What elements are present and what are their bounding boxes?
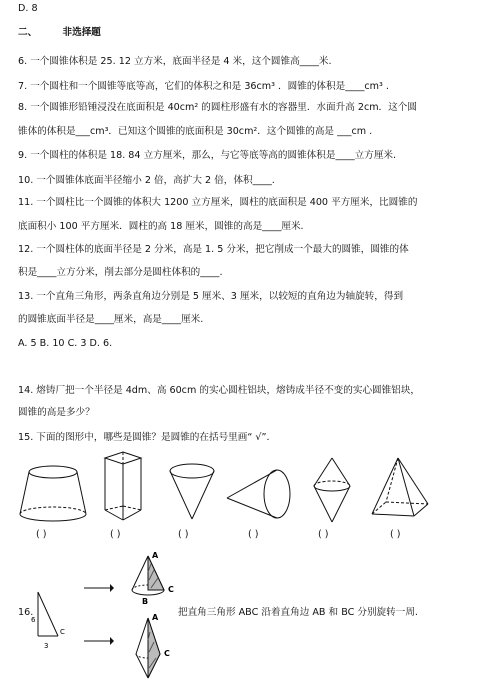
answer-paren-4[interactable]: ( )	[248, 529, 259, 540]
pyramid-shape	[368, 456, 432, 520]
cone-down-shape	[167, 462, 217, 522]
option-d8: D. 8	[18, 3, 38, 14]
arrow-right-icon	[84, 583, 114, 593]
frustum-shape	[18, 462, 88, 524]
prism-shape	[101, 450, 145, 524]
question-14-line2: 圆锥的高是多少？	[18, 407, 95, 418]
bicone-shape	[310, 456, 354, 526]
question-16-number: 16.	[18, 607, 34, 618]
question-9: 9. 一个圆柱的体积是 18. 84 立方厘米，那么，与它等底等高的圆锥体积是____立方厘米.	[18, 150, 397, 161]
question-12-line2: 积是____立方分米，削去部分是圆柱体积的____.	[18, 267, 223, 278]
leg-ab-label: 6	[31, 616, 36, 624]
question-13-options: A. 5 B. 10 C. 3 D. 6.	[18, 338, 113, 349]
cone-around-ab-figure	[128, 550, 186, 608]
answer-paren-2[interactable]: ( )	[110, 529, 121, 540]
section-number: 二、	[18, 27, 38, 38]
leg-bc-label: 3	[44, 642, 49, 650]
vertex-c-label: C	[168, 585, 174, 594]
vertex-a-label: A	[152, 551, 159, 560]
question-12-line1: 12. 一个圆柱体的底面半径是 2 分米，高是 1. 5 分米，把它削成一个最大的圆锥，圆锥的体	[18, 244, 409, 255]
question-11-line1: 11. 一个圆柱比一个圆锥的体积大 1200 立方厘米，圆柱的底面积是 400 平方厘米，比圆锥的	[18, 197, 418, 208]
vertex-b-label: B	[142, 597, 149, 606]
answer-paren-5[interactable]: ( )	[318, 529, 329, 540]
question-16-text: 把直角三角形 ABC 沿着直角边 AB 和 BC 分别旋转一周.	[178, 607, 418, 618]
question-10: 10. 一个圆锥体底面半径缩小 2 倍，高扩大 2 倍，体积____.	[18, 175, 275, 186]
answer-paren-1[interactable]: ( )	[36, 529, 47, 540]
question-11-line2: 底面积小 100 平方厘米．圆柱的高 18 厘米，圆锥的高是____厘米.	[18, 221, 304, 232]
answer-paren-3[interactable]: ( )	[178, 529, 189, 540]
question-8-line2: 锥体的体积是___cm³．已知这个圆锥的底面积是 30cm²．这个圆锥的高是 ___cm .	[18, 126, 373, 137]
section-title: 非选择题	[62, 27, 101, 38]
vertex-c-label: C	[164, 649, 170, 658]
question-15: 15. 下面的图形中，哪些是圆锥？是圆锥的在括号里画“ √”．	[18, 432, 277, 443]
cone-around-bc-figure	[128, 612, 186, 684]
question-13-line1: 13. 一个直角三角形，两条直角边分别是 5 厘米、3 厘米，以较短的直角边为轴旋转，得到	[18, 291, 404, 302]
cone-side-shape	[225, 468, 295, 524]
question-6: 6. 一个圆锥体积是 25. 12 立方米，底面半径是 4 米，这个圆锥高____米.	[18, 56, 332, 67]
question-7: 7. 一个圆柱和一个圆锥等底等高，它们的体积之和是 36cm³ ．圆锥的体积是____cm³ .	[18, 81, 389, 92]
vertex-a-label: A	[152, 613, 159, 622]
answer-paren-6[interactable]: ( )	[390, 529, 401, 540]
section-heading	[18, 26, 101, 40]
question-14-line1: 14. 熔铸厂把一个半径是 4dm、高 60cm 的实心圆柱铝块，熔铸成半径不变的实心圆锥铝块，	[18, 385, 421, 396]
arrow-right-icon	[84, 636, 114, 646]
question-8-line1: 8. 一个圆锥形铅锤浸没在底面积是 40cm² 的圆柱形盛有水的容器里．水面升高 2cm．这个圆	[18, 102, 417, 113]
right-triangle-figure	[28, 586, 74, 650]
question-13-line2: 的圆锥底面半径是____厘米，高是____厘米.	[18, 314, 204, 325]
vertex-c-label: C	[60, 628, 65, 636]
